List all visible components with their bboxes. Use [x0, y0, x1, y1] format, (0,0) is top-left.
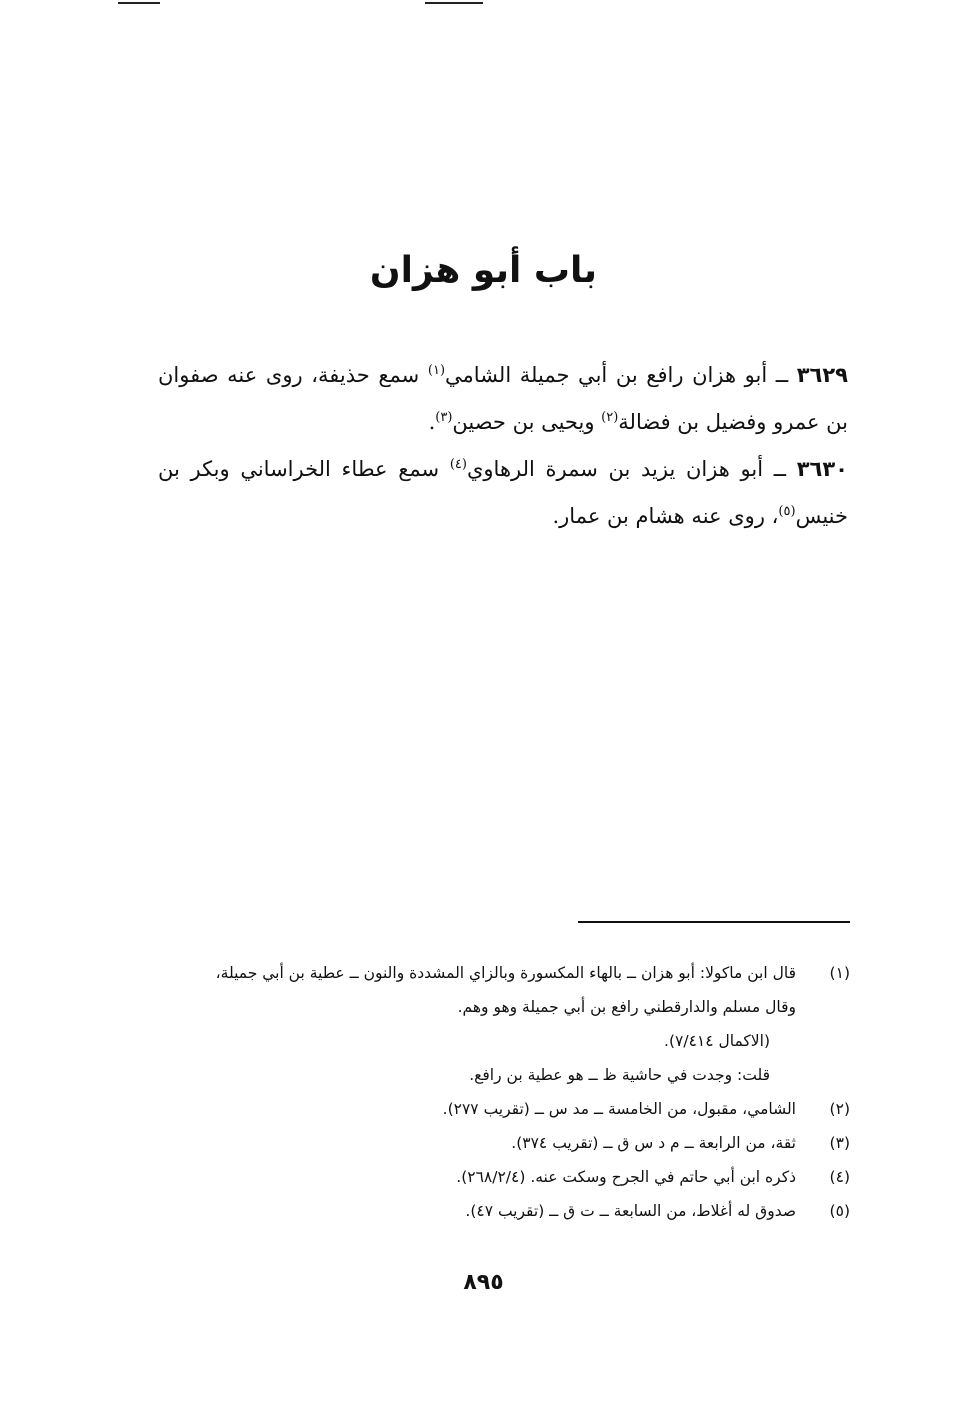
footnote-line: ثقة، من الرابعة ــ م د س ق ــ (تقريب ٣٧٤).: [511, 1134, 796, 1152]
page-number: ٨٩٥: [463, 1270, 504, 1295]
entry-text: سمع عطاء الخراساني وبكر بن خنيس: [158, 457, 848, 528]
entry-text: .: [428, 410, 436, 434]
footnote-line: صدوق له أغلاط، من السابعة ــ ت ق ــ (تقريب ٤٧).: [465, 1202, 796, 1220]
footnote-line: الشامي، مقبول، من الخامسة ــ مد س ــ (تقريب ٢٧٧).: [442, 1100, 796, 1118]
entries: [158, 352, 848, 540]
footnote-1: [150, 956, 850, 1092]
entry-dash: ــ: [767, 363, 789, 387]
footnote-ref: (٣): [435, 410, 453, 425]
entry-text: ويحيى بن حصين: [452, 410, 602, 434]
footnote-4: [150, 1160, 850, 1194]
entry-text: ، روى عنه هشام بن عمار.: [552, 504, 779, 528]
footnote-number: (١): [829, 964, 850, 982]
footnote-number: (٢): [829, 1100, 850, 1118]
header-rule-center: [425, 2, 483, 4]
footnote-line: ذكره ابن أبي حاتم في الجرح وسكت عنه. (٢٦٨/٢/٤).: [456, 1168, 796, 1186]
entry-text: أبو هزان يزيد بن سمرة الرهاوي: [466, 457, 764, 481]
footnote-ref: (١): [427, 363, 446, 378]
footnote-line: وقال مسلم والدارقطني رافع بن أبي جميلة وهو وهم.: [457, 998, 796, 1016]
footnote-number: (٤): [829, 1168, 850, 1186]
footnote-ref: (٥): [778, 504, 796, 519]
footnote-number: (٥): [829, 1202, 850, 1220]
entry-number: ٣٦٣٠: [796, 457, 849, 481]
footnote-5: [150, 1194, 850, 1228]
entry-text: سمع حذيفة، روى عنه صفوان بن عمرو وفضيل بن فضالة: [158, 363, 848, 434]
footnote-2: [150, 1092, 850, 1126]
entry-dash: ــ: [763, 457, 787, 481]
entry-3630: [158, 446, 848, 540]
footnote-3: [150, 1126, 850, 1160]
header-rule-left: [118, 2, 160, 4]
entry-text: أبو هزان رافع بن أبي جميلة الشامي: [445, 363, 768, 387]
footnote-line: (الاكمال ٧/٤١٤).: [664, 1032, 770, 1050]
footnote-line: قال ابن ماكولا: أبو هزان ــ بالهاء المكسورة وبالزاي المشددة والنون ــ عطية بن أبي جميلة،: [215, 964, 796, 982]
footnote-number: (٣): [829, 1134, 850, 1152]
footnote-ref: (٤): [449, 457, 467, 472]
entry-3629: [158, 352, 848, 446]
footnote-separator: [578, 921, 850, 923]
entry-number: ٣٦٢٩: [796, 363, 848, 387]
chapter-title: باب أبو هزان: [369, 250, 598, 291]
footnote-ref: (٢): [601, 410, 619, 425]
footnotes: [150, 956, 850, 1228]
footnote-line: قلت: وجدت في حاشية ظ ــ هو عطية بن رافع.: [469, 1066, 770, 1084]
